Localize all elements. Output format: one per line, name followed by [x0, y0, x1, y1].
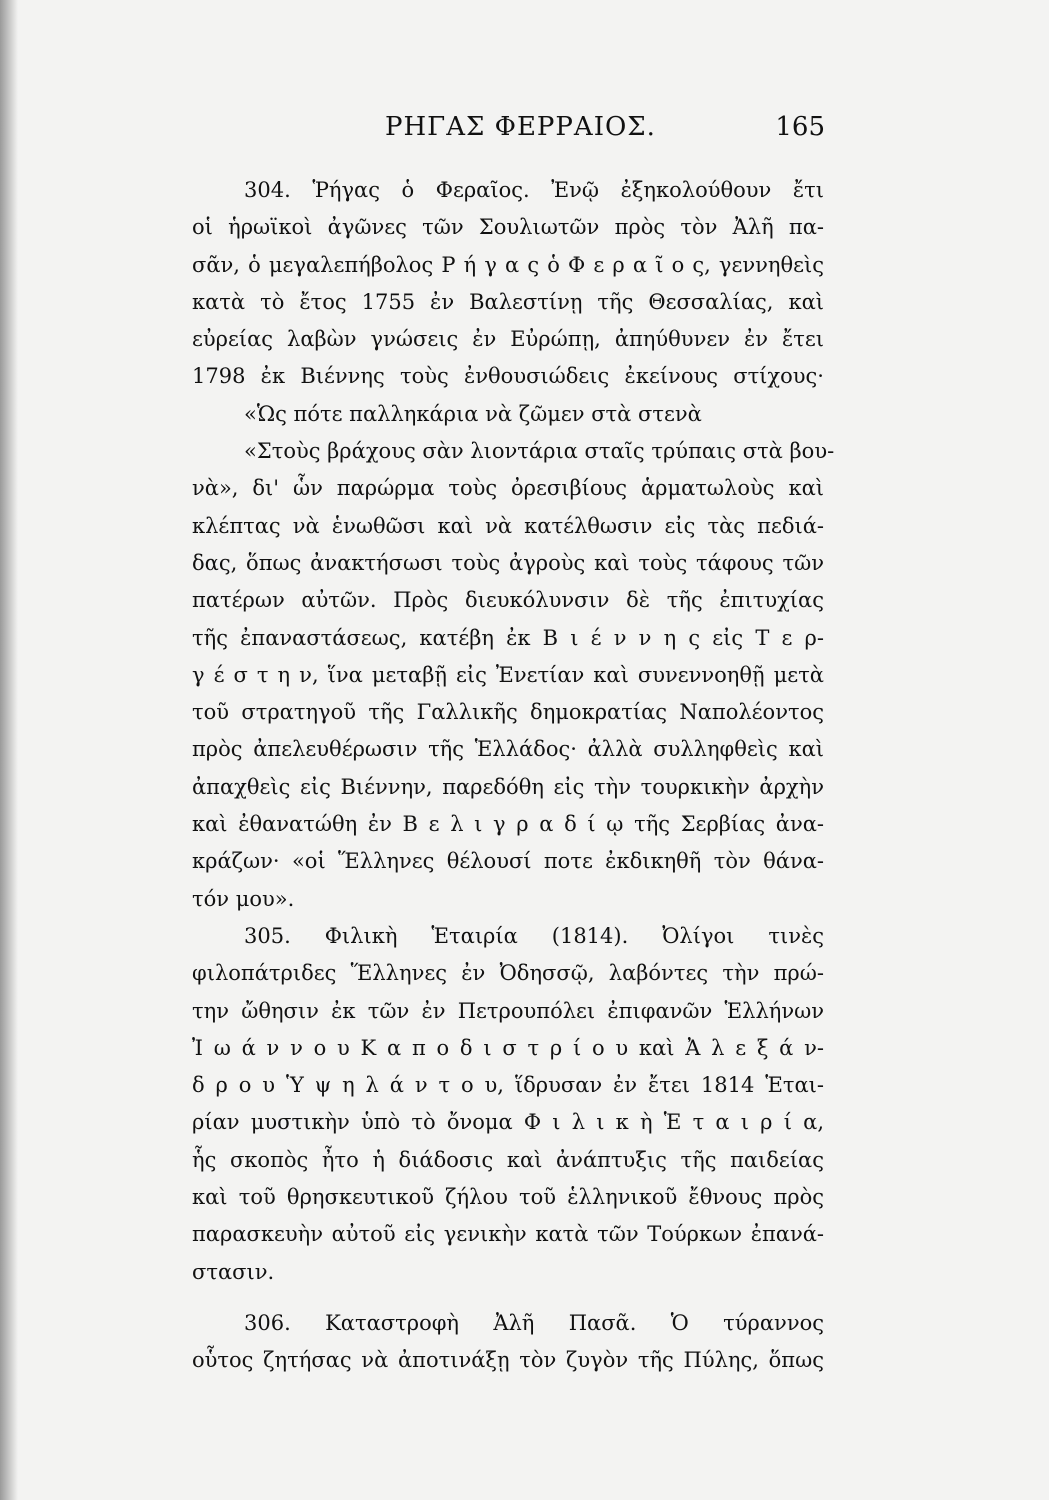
- text-line: ρίαν μυστικὴν ὑπὸ τὸ ὄνομα Φ ι λ ι κ ὴ Ἑ τ α ι ρ ί α,: [192, 1110, 824, 1135]
- text-line: γ έ σ τ η ν, ἵνα μεταβῇ εἰς Ἐνετίαν καὶ συνεννοηθῇ μετὰ: [192, 662, 824, 687]
- text-line: δας, ὅπως ἀνακτήσωσι τοὺς ἀγροὺς καὶ τοὺς τάφους τῶν: [192, 550, 824, 575]
- text-line: καὶ τοῦ θρησκευτικοῦ ζήλου τοῦ ἑλληνικοῦ ἔθνους πρὸς: [192, 1185, 824, 1210]
- text-line: οὗτος ζητήσας νὰ ἀποτινάξῃ τὸν ζυγὸν τῆς Πύλης, ὅπως: [192, 1348, 824, 1373]
- text-line: στασιν.: [192, 1259, 275, 1284]
- text-line: σᾶν, ὁ μεγαλεπήβολος Ρ ή γ α ς ὁ Φ ε ρ α ῖ ο ς, γεννηθεὶς: [192, 252, 824, 277]
- text-line: δ ρ ο υ Ὑ ψ η λ ά ν τ ο υ, ἵδρυσαν ἐν ἔτει 1814 Ἑται-: [192, 1073, 824, 1098]
- text-line: κράζων· «οἱ Ἕλληνες θέλουσί ποτε ἐκδικηθῆ τὸν θάνα-: [192, 849, 824, 874]
- text-line: Ἰ ω ά ν ν ο υ Κ α π ο δ ι σ τ ρ ί ο υ καὶ Ἀ λ ε ξ ά ν-: [192, 1035, 824, 1060]
- text-line: νὰ», δι' ὧν παρώρμα τοὺς ὀρεσιβίους ἁρματωλοὺς καὶ: [192, 476, 824, 501]
- text-line: την ὤθησιν ἐκ τῶν ἐν Πετρουπόλει ἐπιφανῶν Ἑλλήνων: [192, 998, 824, 1023]
- text-line: φιλοπάτριδες Ἕλληνες ἐν Ὀδησσῷ, λαβόντες τὴν πρώ-: [192, 961, 824, 986]
- text-line: κλέπτας νὰ ἑνωθῶσι καὶ νὰ κατέλθωσιν εἰς τὰς πεδιά-: [192, 513, 824, 538]
- running-title: ΡΗΓΑΣ ΦΕΡΡΑΙΟΣ.: [385, 112, 656, 142]
- text-line: καὶ ἐθανατώθη ἐν Β ε λ ι γ ρ α δ ί ῳ τῆς Σερβίας ἀνα-: [192, 812, 824, 837]
- text-line: τοῦ στρατηγοῦ τῆς Γαλλικῆς δημοκρατίας Ναπολέοντος: [192, 700, 824, 725]
- page-number: 165: [775, 112, 825, 142]
- text-line: 1798 ἐκ Βιέννης τοὺς ἐνθουσιώδεις ἐκείνους στίχους·: [192, 364, 824, 389]
- text-line: «Στοὺς βράχους σὰν λιοντάρια σταῖς τρύπαις στὰ βου-: [244, 439, 835, 464]
- text-line: 304. Ῥήγας ὁ Φεραῖος. Ἐνῷ ἐξηκολούθουν ἔτι: [244, 178, 824, 202]
- body-text: [192, 172, 835, 1380]
- text-line: 306. Καταστροφὴ Ἀλῆ Πασᾶ. Ὁ τύραννος: [244, 1310, 824, 1335]
- text-line: κατὰ τὸ ἔτος 1755 ἐν Βαλεστίνῃ τῆς Θεσσαλίας, καὶ: [192, 289, 824, 314]
- text-line: «Ὡς πότε παλληκάρια νὰ ζῶμεν στὰ στενὰ: [244, 401, 702, 426]
- text-line: πατέρων αὐτῶν. Πρὸς διευκόλυνσιν δὲ τῆς ἐπιτυχίας: [192, 588, 824, 613]
- text-line: ἀπαχθεὶς εἰς Βιέννην, παρεδόθη εἰς τὴν τουρκικὴν ἀρχὴν: [192, 774, 824, 799]
- text-line: 305. Φιλικὴ Ἑταιρία (1814). Ὀλίγοι τινὲς: [244, 923, 824, 948]
- text-line: παρασκευὴν αὐτοῦ εἰς γενικὴν κατὰ τῶν Τούρκων ἐπανά-: [192, 1222, 824, 1247]
- text-line: πρὸς ἀπελευθέρωσιν τῆς Ἑλλάδος· ἀλλὰ συλληφθεὶς καὶ: [192, 737, 824, 762]
- text-line: τῆς ἐπαναστάσεως, κατέβη ἐκ Β ι έ ν ν η ς εἰς Τ ε ρ-: [192, 625, 824, 650]
- text-line: ἧς σκοπὸς ἦτο ἡ διάδοσις καὶ ἀνάπτυξις τῆς παιδείας: [192, 1147, 824, 1172]
- page-header: [385, 112, 825, 152]
- binding-shadow: [0, 0, 18, 1500]
- text-line: τόν μου».: [192, 886, 295, 911]
- paragraph-gap: [192, 1291, 824, 1305]
- text-line: οἱ ἡρωϊκοὶ ἀγῶνες τῶν Σουλιωτῶν πρὸς τὸν Ἀλῆ πα-: [192, 215, 824, 240]
- text-line: εὐρείας λαβὼν γνώσεις ἐν Εὐρώπῃ, ἀπηύθυνεν ἐν ἔτει: [192, 327, 824, 352]
